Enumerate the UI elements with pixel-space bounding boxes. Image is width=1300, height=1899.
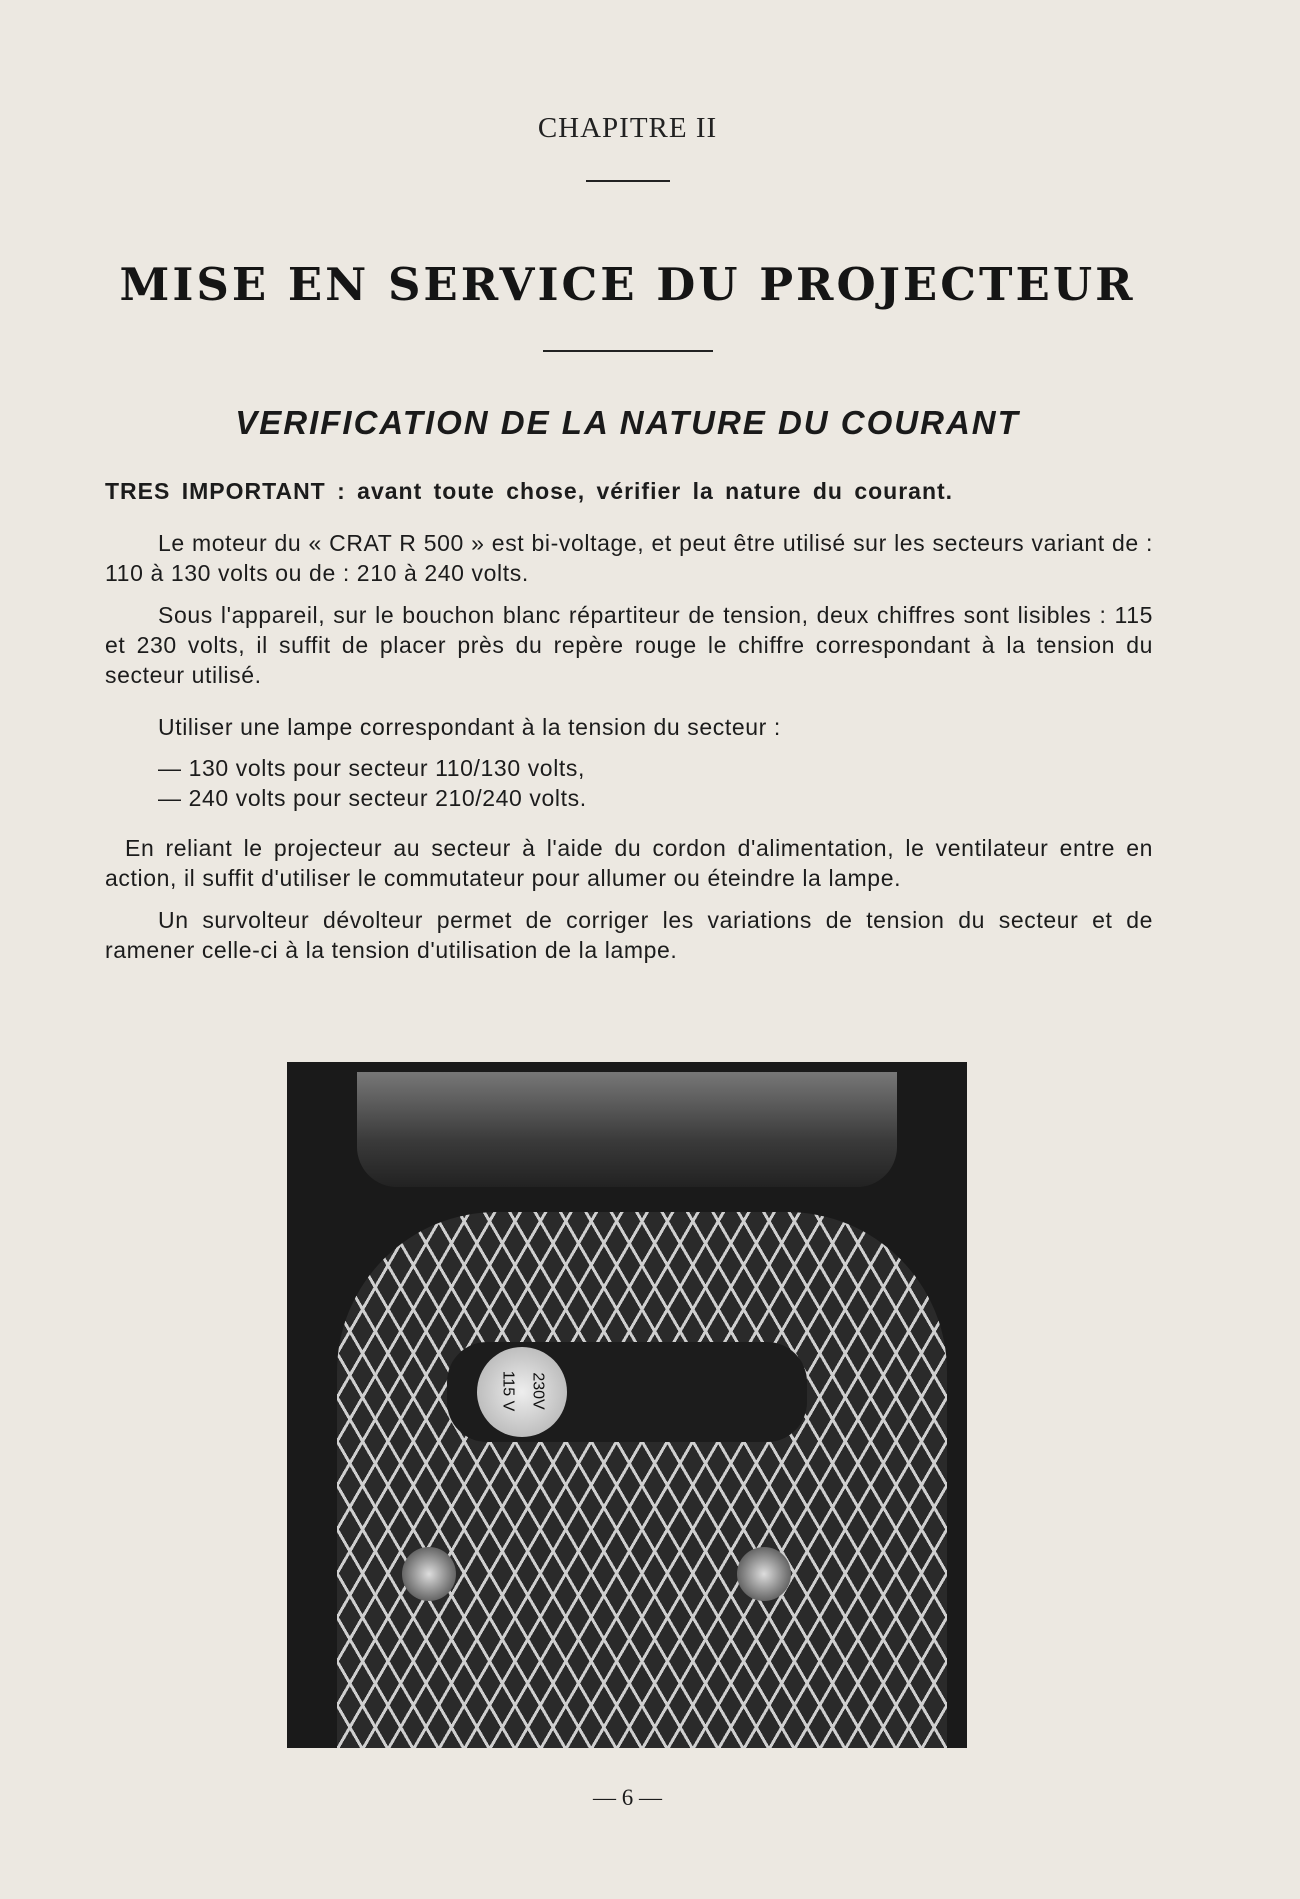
page-title: MISE EN SERVICE DU PROJECTEUR [119, 258, 1136, 311]
section-title: VERIFICATION DE LA NATURE DU COURANT [235, 404, 1020, 441]
voltage-label: 115 V [499, 1370, 517, 1412]
paragraph: Sous l'appareil, sur le bouchon blanc répartiteur de tension, deux chiffres sont lisibles : 115 et 230 volts, il suffit de placer près du repère rouge le chiffre correspondant à la tension du secteur utilisé. [105, 602, 1153, 688]
paragraph: Un survolteur dévolteur permet de corriger les variations de tension du secteur et de ramener celle-ci à la tension d'utilisation de la lampe. [105, 907, 1153, 963]
page-number: — 6 — [593, 1785, 662, 1810]
voltage-selector-plug [477, 1347, 567, 1437]
paragraph: Utiliser une lampe correspondant à la tension du secteur : [158, 714, 781, 740]
voltage-label: 230V [529, 1372, 547, 1410]
list-item: — 130 volts pour secteur 110/130 volts, [158, 755, 585, 781]
body-text [105, 528, 1153, 742]
divider [543, 350, 713, 352]
bolt [402, 1547, 456, 1601]
divider [586, 180, 670, 182]
lamp-list [158, 753, 587, 813]
ventilation-grille [337, 1212, 947, 1748]
projector-photo [287, 1062, 967, 1748]
important-note: TRES IMPORTANT : avant toute chose, vérifier la nature du courant. [105, 478, 954, 504]
body-text [105, 833, 1153, 965]
list-item: — 240 volts pour secteur 210/240 volts. [158, 785, 587, 811]
switch-housing [357, 1072, 897, 1187]
paragraph: Le moteur du « CRAT R 500 » est bi-voltage, et peut être utilisé sur les secteurs variant de : 110 à 130 volts ou de : 210 à 240 volts. [105, 530, 1153, 586]
chapter-heading: CHAPITRE II [537, 112, 718, 144]
paragraph: En reliant le projecteur au secteur à l'aide du cordon d'alimentation, le ventilateur entre en action, il suffit d'utiliser le commutateur pour allumer ou éteindre la lampe. [105, 835, 1153, 891]
bolt [737, 1547, 791, 1601]
